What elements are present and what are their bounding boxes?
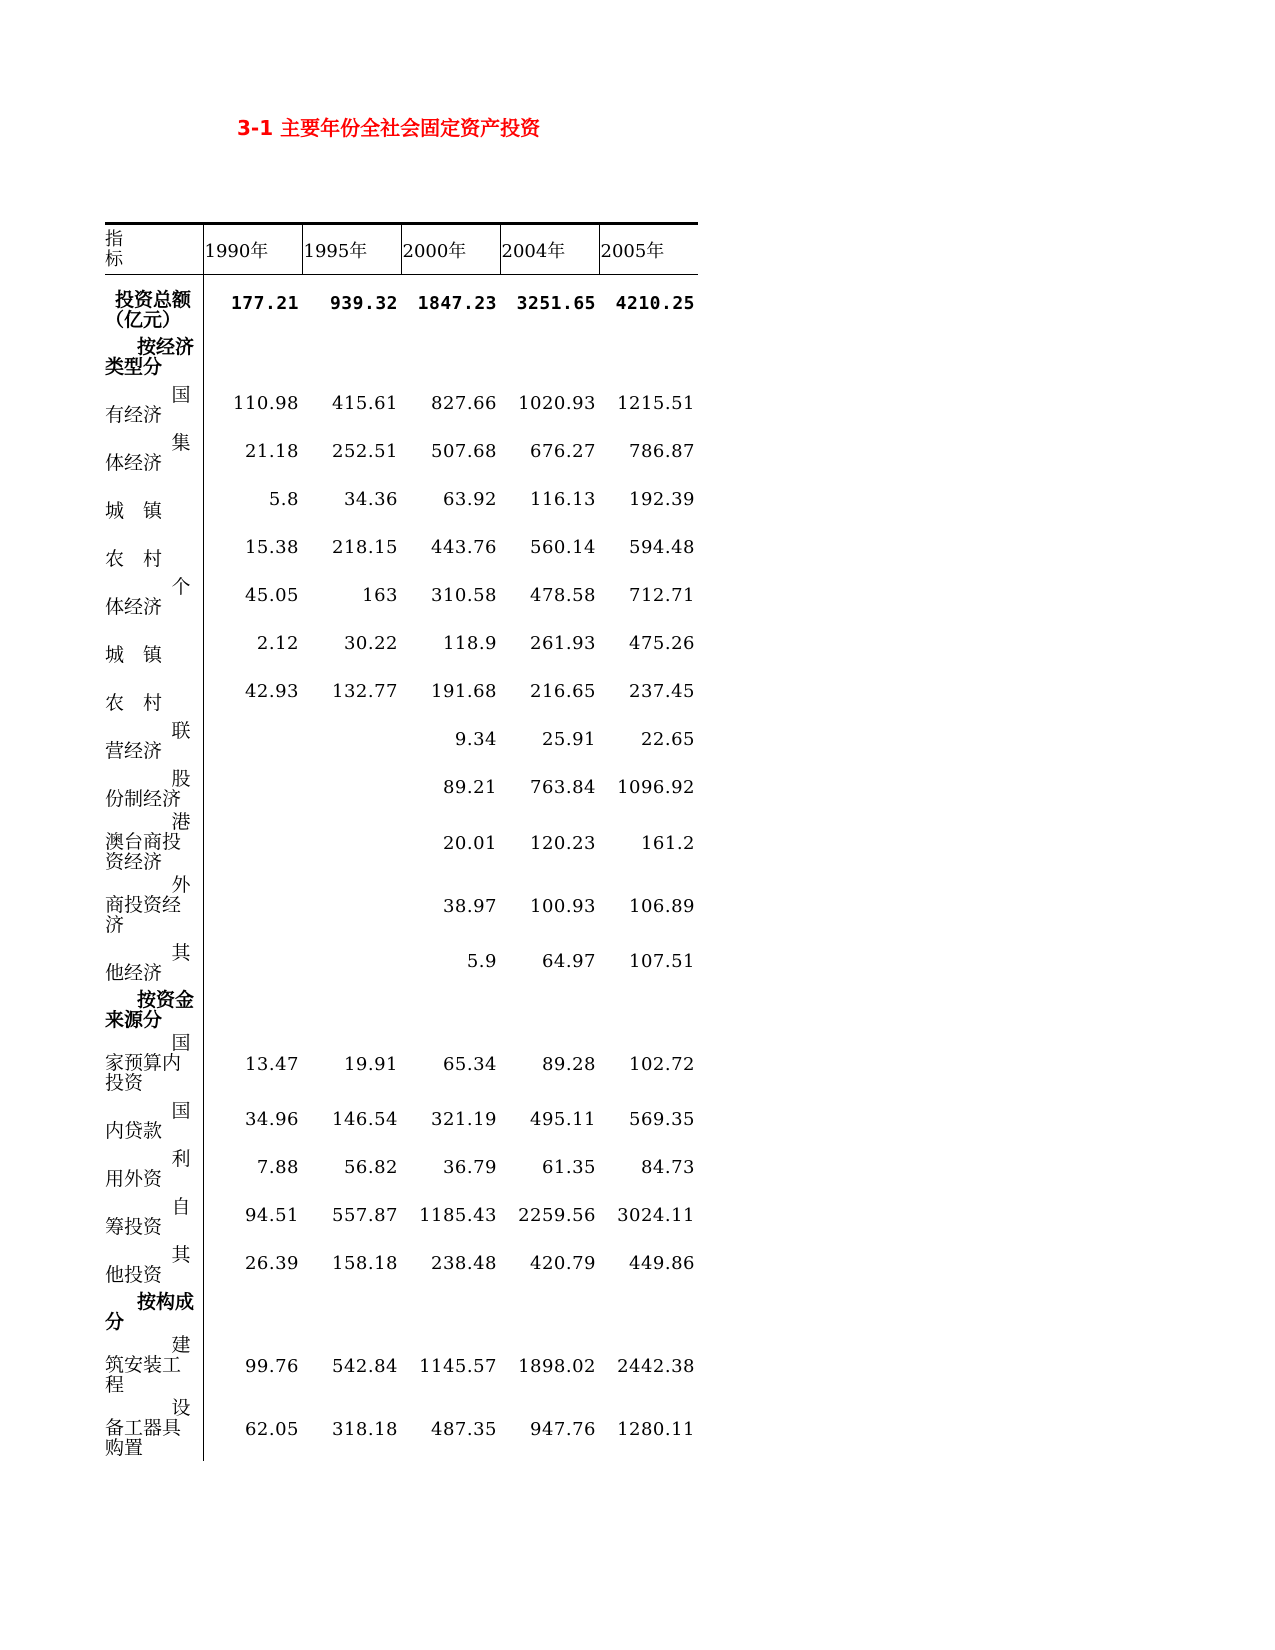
row-label	[105, 986, 203, 1033]
row-label-line: 他经济	[105, 961, 163, 984]
value-cell: 238.48	[431, 1253, 497, 1274]
value-cell	[302, 938, 401, 986]
value-cell: 420.79	[530, 1253, 596, 1274]
value-cell: 1847.23	[417, 293, 497, 315]
table-row	[105, 428, 698, 476]
table-row	[105, 1096, 698, 1144]
row-label-line: 他投资	[105, 1263, 163, 1286]
row-label-line: 体经济	[105, 595, 163, 618]
row-label-line: 建	[171, 1334, 191, 1356]
value-cell: 89.21	[442, 777, 497, 798]
row-label-line: 有经济	[105, 403, 163, 426]
value-cell: 1898.02	[518, 1355, 596, 1377]
row-label	[105, 1192, 203, 1240]
row-label-line: 投资	[105, 1071, 144, 1094]
value-cell: 1280.11	[617, 1418, 695, 1440]
value-cell: 110.98	[233, 393, 299, 414]
row-label	[105, 428, 203, 476]
table-row	[105, 476, 698, 524]
value-cell: 3251.65	[516, 293, 596, 315]
table-row	[105, 380, 698, 428]
table-body	[105, 275, 698, 1461]
row-label	[105, 812, 203, 875]
value-cell: 495.11	[530, 1109, 596, 1130]
row-label-line: 城 镇	[105, 499, 163, 522]
value-cell: 62.05	[244, 1418, 299, 1440]
value-cell	[401, 333, 500, 380]
row-label-line: 股	[171, 767, 191, 790]
row-label-line: 程	[105, 1373, 125, 1396]
value-cell: 192.39	[629, 489, 695, 510]
value-cell	[203, 875, 302, 938]
row-label-line: （亿元）	[105, 308, 182, 331]
row-label	[105, 668, 203, 716]
value-cell: 42.93	[244, 681, 299, 702]
table-row	[105, 938, 698, 986]
value-cell: 786.87	[629, 441, 695, 462]
value-cell: 25.91	[541, 729, 596, 750]
value-cell	[302, 333, 401, 380]
table-row	[105, 986, 698, 1033]
value-cell: 7.88	[256, 1157, 299, 1178]
value-cell: 116.13	[530, 489, 596, 510]
value-cell: 45.05	[244, 585, 299, 606]
row-label	[105, 476, 203, 524]
row-label-line: 备工器具	[105, 1416, 182, 1439]
value-cell: 102.72	[629, 1053, 695, 1075]
value-cell	[599, 1288, 698, 1335]
value-cell: 100.93	[530, 895, 596, 917]
value-cell: 318.18	[332, 1418, 398, 1440]
value-cell: 107.51	[629, 951, 695, 972]
value-cell: 132.77	[332, 681, 398, 702]
value-cell: 939.32	[329, 293, 398, 315]
value-cell: 218.15	[332, 537, 398, 558]
row-label-line: 济	[105, 913, 125, 936]
row-label	[105, 620, 203, 668]
value-cell: 2259.56	[518, 1205, 596, 1226]
value-cell: 310.58	[431, 585, 497, 606]
row-label-line: 个	[171, 575, 191, 598]
row-label-line: 商投资经	[105, 893, 182, 916]
table-row	[105, 1335, 698, 1398]
value-cell	[401, 986, 500, 1033]
table-row	[105, 333, 698, 380]
year-header-1990: 1990年	[203, 224, 302, 275]
table-row	[105, 668, 698, 716]
row-label-line: 资经济	[105, 850, 163, 873]
value-cell	[203, 812, 302, 875]
row-label	[105, 1240, 203, 1288]
year-header-2005: 2005年	[599, 224, 698, 275]
value-cell: 21.18	[244, 441, 299, 462]
value-cell: 61.35	[541, 1157, 596, 1178]
row-label-line: 外	[171, 874, 191, 896]
value-cell: 676.27	[530, 441, 596, 462]
value-cell: 13.47	[244, 1053, 299, 1075]
row-label-line: 城 镇	[105, 643, 163, 666]
value-cell: 449.86	[629, 1253, 695, 1274]
year-header-2004: 2004年	[500, 224, 599, 275]
value-cell: 487.35	[431, 1418, 497, 1440]
value-cell: 1185.43	[419, 1205, 497, 1226]
value-cell: 216.65	[530, 681, 596, 702]
row-label	[105, 938, 203, 986]
value-cell	[203, 333, 302, 380]
value-cell: 415.61	[332, 393, 398, 414]
row-label-line: 内贷款	[105, 1119, 163, 1142]
row-label-line: 类型分	[105, 355, 163, 378]
table-row	[105, 764, 698, 812]
row-label-line: 筹投资	[105, 1215, 163, 1238]
value-cell: 26.39	[244, 1253, 299, 1274]
row-label-line: 自	[171, 1195, 191, 1218]
value-cell: 65.34	[442, 1053, 497, 1075]
value-cell	[599, 333, 698, 380]
value-cell: 89.28	[541, 1053, 596, 1075]
row-label-line: 来源分	[105, 1008, 163, 1031]
value-cell: 63.92	[442, 489, 497, 510]
value-cell	[203, 986, 302, 1033]
value-cell: 947.76	[530, 1418, 596, 1440]
value-cell: 252.51	[332, 441, 398, 462]
table-row	[105, 572, 698, 620]
value-cell	[302, 716, 401, 764]
row-label	[105, 1335, 203, 1398]
value-cell: 163	[362, 585, 398, 606]
row-label-line: 其	[171, 941, 191, 964]
value-cell: 191.68	[431, 681, 497, 702]
row-label	[105, 524, 203, 572]
table-row	[105, 812, 698, 875]
row-label-line: 国	[171, 1032, 191, 1054]
table-row	[105, 875, 698, 938]
value-cell	[203, 938, 302, 986]
row-label	[105, 875, 203, 938]
value-cell: 478.58	[530, 585, 596, 606]
row-label	[105, 333, 203, 380]
row-label-line: 其	[171, 1243, 191, 1266]
table-row	[105, 1192, 698, 1240]
row-label-line: 用外资	[105, 1167, 163, 1190]
value-cell: 5.9	[466, 951, 497, 972]
row-label	[105, 1288, 203, 1335]
table-row	[105, 716, 698, 764]
value-cell: 9.34	[454, 729, 497, 750]
value-cell: 321.19	[431, 1109, 497, 1130]
value-cell: 177.21	[230, 293, 299, 315]
value-cell: 2.12	[256, 633, 299, 654]
row-label	[105, 275, 203, 333]
value-cell: 19.91	[343, 1053, 398, 1075]
row-label-line: 国	[171, 383, 191, 406]
indicator-header	[105, 224, 203, 275]
value-cell: 120.23	[530, 832, 596, 854]
row-label-line: 集	[171, 431, 191, 454]
row-label-line: 农 村	[105, 691, 163, 714]
value-cell: 5.8	[268, 489, 299, 510]
year-header-2000: 2000年	[401, 224, 500, 275]
value-cell: 99.76	[244, 1355, 299, 1377]
value-cell	[302, 875, 401, 938]
value-cell: 56.82	[343, 1157, 398, 1178]
row-label-line: 澳台商投	[105, 830, 182, 853]
row-label-line: 筑安装工	[105, 1353, 182, 1376]
row-label	[105, 1398, 203, 1461]
row-label-line: 利	[171, 1147, 191, 1170]
row-label	[105, 716, 203, 764]
value-cell: 542.84	[332, 1355, 398, 1377]
value-cell	[302, 986, 401, 1033]
value-cell	[203, 1288, 302, 1335]
indicator-header-line: 标	[105, 248, 123, 270]
value-cell: 3024.11	[617, 1205, 695, 1226]
table-row	[105, 620, 698, 668]
value-cell: 560.14	[530, 537, 596, 558]
row-label	[105, 380, 203, 428]
row-label	[105, 1096, 203, 1144]
value-cell: 4210.25	[615, 293, 695, 315]
value-cell: 22.65	[640, 729, 695, 750]
table-row	[105, 1240, 698, 1288]
value-cell	[500, 333, 599, 380]
row-label-line: 联	[171, 719, 191, 742]
row-label-line: 按经济	[137, 335, 195, 358]
value-cell: 594.48	[629, 537, 695, 558]
value-cell: 1145.57	[419, 1355, 497, 1377]
value-cell	[599, 986, 698, 1033]
value-cell: 569.35	[629, 1109, 695, 1130]
header-row	[105, 224, 698, 275]
value-cell: 763.84	[530, 777, 596, 798]
value-cell: 106.89	[629, 895, 695, 917]
table-row	[105, 1398, 698, 1461]
value-cell	[302, 812, 401, 875]
row-label-line: 按资金	[137, 988, 195, 1011]
indicator-header-line: 指	[105, 228, 123, 250]
value-cell: 161.2	[640, 832, 695, 854]
row-label-line: 营经济	[105, 739, 163, 762]
value-cell: 2442.38	[617, 1355, 695, 1377]
row-label	[105, 572, 203, 620]
value-cell: 36.79	[442, 1157, 497, 1178]
value-cell	[302, 764, 401, 812]
row-label-line: 家预算内	[105, 1051, 182, 1074]
page-title: 3-1 主要年份全社会固定资产投资	[237, 116, 541, 140]
table-row	[105, 1288, 698, 1335]
table-row	[105, 1033, 698, 1096]
value-cell: 1215.51	[617, 393, 695, 414]
row-label-line: 按构成	[137, 1290, 195, 1313]
value-cell: 30.22	[343, 633, 398, 654]
row-label-line: 体经济	[105, 451, 163, 474]
value-cell: 261.93	[530, 633, 596, 654]
row-label-line: 份制经济	[105, 787, 182, 810]
value-cell	[203, 764, 302, 812]
value-cell: 20.01	[442, 832, 497, 854]
value-cell: 507.68	[431, 441, 497, 462]
value-cell: 237.45	[629, 681, 695, 702]
value-cell: 1020.93	[518, 393, 596, 414]
value-cell	[500, 986, 599, 1033]
row-label-line: 农 村	[105, 547, 163, 570]
row-label-line: 设	[171, 1397, 191, 1419]
row-label-line: 国	[171, 1099, 191, 1122]
value-cell: 712.71	[629, 585, 695, 606]
row-label-line: 港	[171, 811, 191, 833]
year-header-1995: 1995年	[302, 224, 401, 275]
value-cell	[203, 716, 302, 764]
row-label	[105, 1144, 203, 1192]
value-cell: 84.73	[640, 1157, 695, 1178]
value-cell: 34.36	[343, 489, 398, 510]
value-cell: 1096.92	[617, 777, 695, 798]
value-cell: 557.87	[332, 1205, 398, 1226]
value-cell: 475.26	[629, 633, 695, 654]
value-cell	[500, 1288, 599, 1335]
table-row	[105, 275, 698, 333]
row-label	[105, 764, 203, 812]
value-cell: 64.97	[541, 951, 596, 972]
table-row	[105, 524, 698, 572]
table-row	[105, 1144, 698, 1192]
value-cell: 827.66	[431, 393, 497, 414]
value-cell	[302, 1288, 401, 1335]
value-cell: 118.9	[442, 633, 497, 654]
investment-table	[105, 222, 698, 1461]
row-label-line: 投资总额	[115, 288, 192, 311]
value-cell: 38.97	[442, 895, 497, 917]
value-cell: 158.18	[332, 1253, 398, 1274]
row-label-line: 购置	[105, 1436, 144, 1459]
value-cell: 34.96	[244, 1109, 299, 1130]
value-cell: 443.76	[431, 537, 497, 558]
value-cell	[401, 1288, 500, 1335]
row-label	[105, 1033, 203, 1096]
value-cell: 15.38	[244, 537, 299, 558]
row-label-line: 分	[105, 1310, 125, 1333]
value-cell: 94.51	[244, 1205, 299, 1226]
value-cell: 146.54	[332, 1109, 398, 1130]
